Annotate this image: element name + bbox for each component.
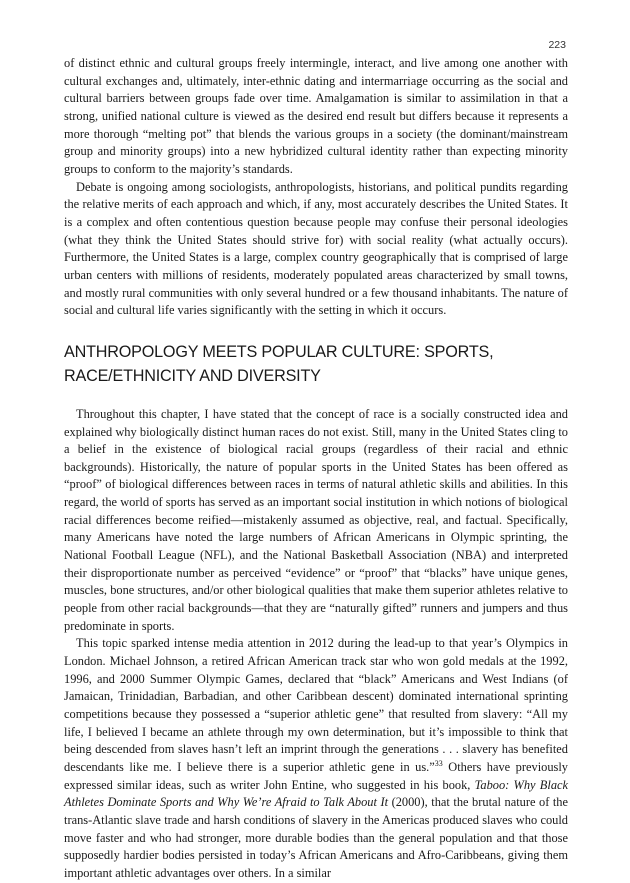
paragraph-olympics-text-3: (2000), that the brutal nature of the trans-Atlantic slave trade and harsh conditions of slavery in the Americas produced slaves who could move faster and who had stronger, more durable bodies than the general population and that those supposedly hardier bodies persisted in today’s African Americans and Afro-Caribbeans, giving them important athletic advantages over others. In a similar — [64, 795, 568, 880]
page-content — [64, 55, 568, 883]
page-number: 223 — [548, 39, 566, 51]
book-title: Taboo: Why Black Athletes Dominate Sports and Why We’re Afraid to Talk About It — [64, 777, 569, 810]
footnote-marker: 33 — [434, 758, 443, 768]
paragraph-continued: of distinct ethnic and cultural groups freely intermingle, interact, and live among one another with cultural exchanges and, ultimately, inter-ethnic dating and intermarriage occurring as the social and cultural barriers between groups fade over time. Amalgamation is similar to assimilation in that a strong, unified national culture is viewed as the desired end result but differs because it represents a more thorough “melting pot” that blends the various groups in a society (the dominant/mainstream group and minority groups) into a new hybridized cultural identity rather than expecting minority groups to conform to the majority’s standards. — [64, 56, 568, 176]
section-body — [64, 406, 568, 883]
section-heading: ANTHROPOLOGY MEETS POPULAR CULTURE: SPORTS, RACE/ETHNICITY AND DIVERSITY — [64, 342, 494, 385]
paragraph-olympics-text-1: This topic sparked intense media attention in 2012 during the lead-up to that year’s Olympics in London. Michael Johnson, a retired African American track star who won gold medals at the 1992, 1996, and 2000 Summer Olympic Games, declared that “black” Americans and West Indians (of Jamaican, Trinidadian, Barbadian, and other Caribbean descent) dominated international sprinting competitions because they possessed a “superior athletic gene” that resulted from slavery: “All my life, I believed I became an athlete through my own determination, but it’s impossible to think that being descended from slaves hasn’t left an imprint through the generations . . . slavery has benefited descendants like me. I believe there is a superior athletic gene in us.” — [64, 636, 568, 774]
paragraph-debate: Debate is ongoing among sociologists, anthropologists, historians, and political pundits regarding the relative merits of each approach and which, if any, most accurately describes the United States. It is a complex and often contentious question because people may confuse their personal ideologies (what they think the United States should strive for) with social reality (what actually occurs). Furthermore, the United States is a large, complex country geographically that is comprised of large urban centers with millions of residents, moderately populated areas characterized by small towns, and mostly rural communities with only several hundred or a few thousand inhabitants. The nature of social and cultural life varies significantly with the setting in which it occurs. — [64, 179, 568, 318]
paragraph-olympics — [64, 635, 568, 882]
paragraph-olympics-text-2: Others have previously expressed similar ideas, such as writer John Entine, who suggested in his book, — [64, 759, 568, 792]
paragraph-race-concept: Throughout this chapter, I have stated that the concept of race is a socially constructed idea and explained why biologically distinct human races do not exist. Still, many in the United States cling to a belief in the existence of biological racial groups (regardless of their racial and ethnic backgrounds). Historically, the nature of popular sports in the United States has been offered as “proof” of biological differences between races in terms of natural athletic skills and abilities. In this regard, the world of sports has served as an important social institution in which notions of biological racial differences become reified—mistakenly assumed as objective, real, and factual. Specifically, many Americans have noted the large numbers of African Americans in Olympic sprinting, the National Football League (NFL), and the National Basketball Association (NBA) and interpreted their disproportionate number as perceived “evidence” or “proof” that “blacks” have unique genes, muscles, bone structures, and/or other biological qualities that make them superior athletes relative to people from other racial backgrounds—that they are “naturally gifted” runners and jumpers and thus predominate in sports. — [64, 406, 568, 633]
